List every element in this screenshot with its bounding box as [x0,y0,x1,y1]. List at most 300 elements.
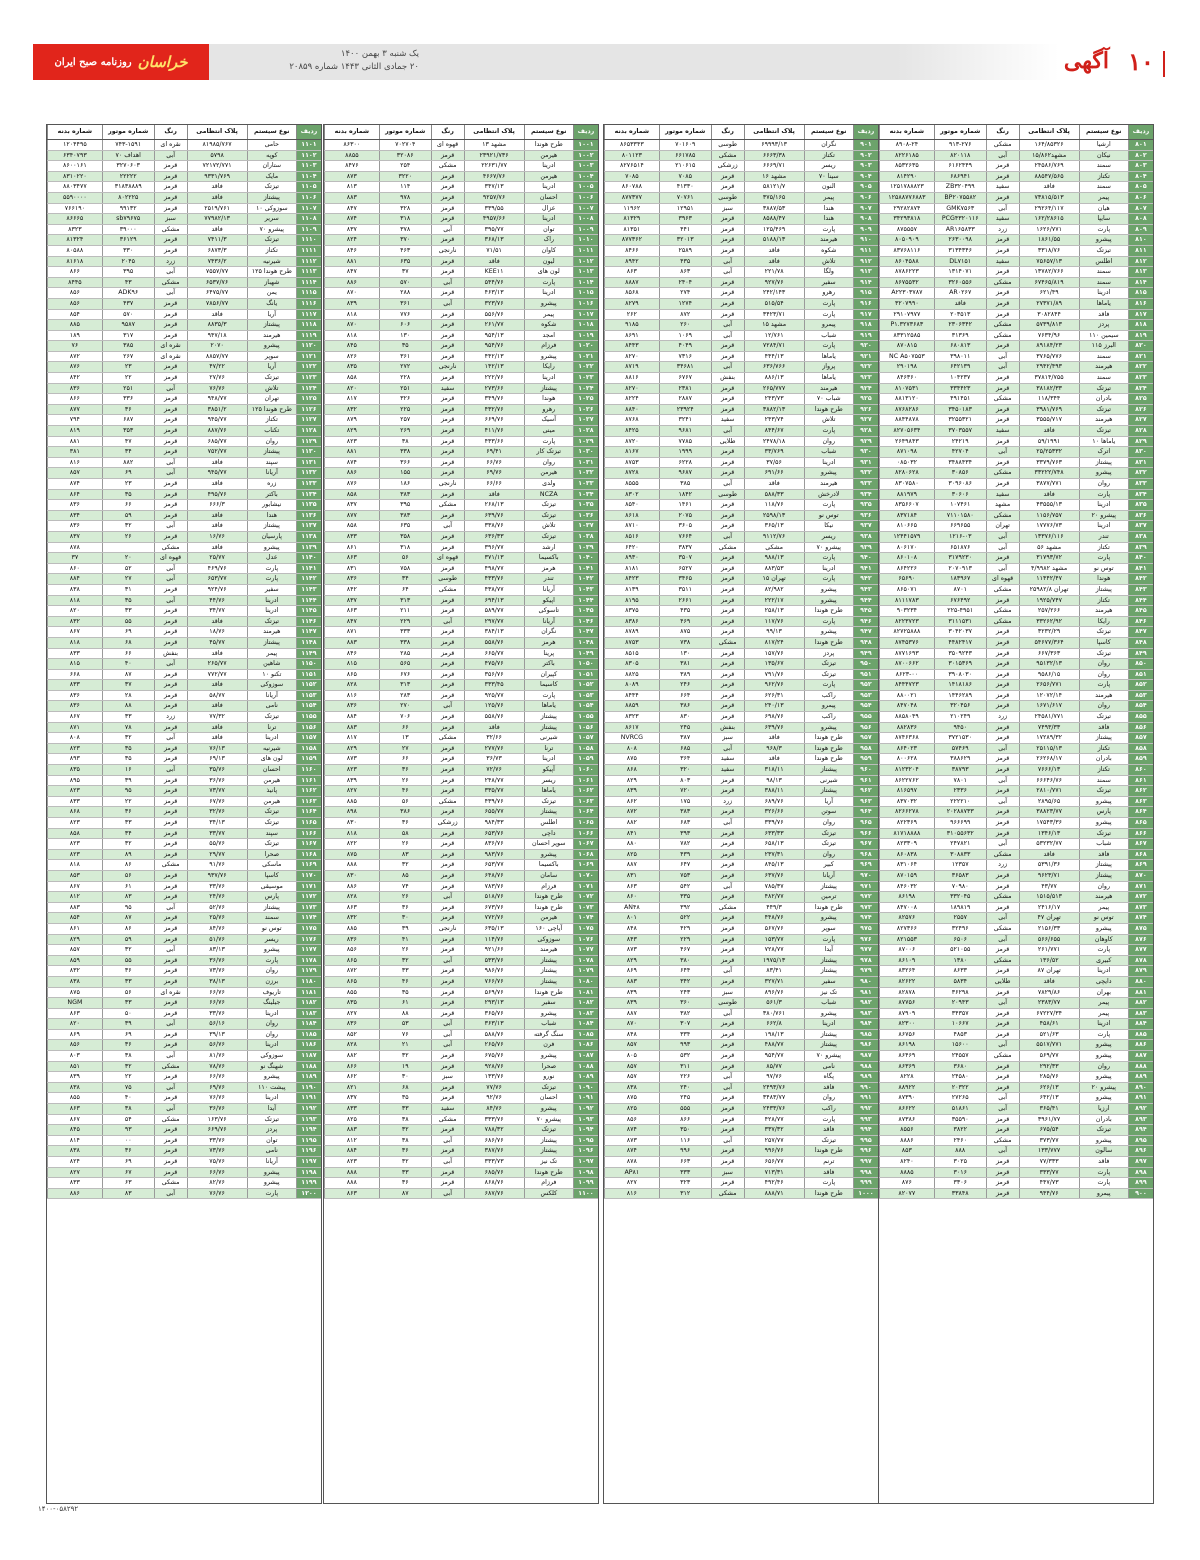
vehicle-type: تیزتک [1079,627,1128,638]
row-number: ۸۷۰ [1128,870,1153,881]
table-row [48,722,322,733]
chassis-number: ۸۰۳ [48,1051,103,1062]
chassis-number: ۸۵۷ [605,1072,660,1083]
row-number: ۱۱۲۹ [296,436,321,447]
table-row [605,1104,879,1115]
chassis-number: ۸۶۵ [325,976,380,987]
vehicle-type: پیشرو ۷۰ [804,542,853,553]
color: قرمز [711,383,744,394]
vehicle-type: احسان [247,765,296,776]
row-number: ۱۱۷۹ [296,966,321,977]
table-row [48,1114,322,1125]
color: قرمز [711,1125,744,1136]
chassis-number: ۸۸۴ [325,712,380,723]
table-row [605,436,879,447]
table-row [880,574,1154,585]
vehicle-type: هیرمند [1079,690,1128,701]
table-row [880,224,1154,235]
vehicle-type: یاماها ۱۰ [1079,436,1128,447]
table-row [880,1008,1154,1019]
table-row [880,754,1154,765]
table-row [48,807,322,818]
chassis-number: ۸۴۶۳۶۰ [880,373,935,384]
vehicle-type: کبیری [1079,955,1128,966]
engine-number: ۳۵۰۷ [659,553,711,564]
row-number: ۱۰۲۱ [573,351,598,362]
table-row [325,998,599,1009]
engine-number: ۳۴۶۸۱ [659,362,711,373]
row-number: ۱۱۸۱ [296,987,321,998]
chassis-number: ۸۳۷۵ [605,606,660,617]
chassis-number: ۸۶۲۲۷۶۲ [880,775,935,786]
table-row [48,1019,322,1030]
row-number: ۱۰۲۲ [573,362,598,373]
row-number: ۸۱۴ [1128,277,1153,288]
color: قرمز [431,351,464,362]
table-row [605,457,879,468]
license-plate: فاقد [187,224,247,235]
table-row [605,998,879,1009]
color: قرمز [986,309,1019,320]
engine-number: ۲۶۷ [102,351,154,362]
color: آبی [154,1104,187,1115]
license-plate: ۸۳۶/۷۶ [464,839,524,850]
table-row [48,1061,322,1072]
engine-number: ۳۶ [102,966,154,977]
row-number: ۱۲۰۰ [296,1188,321,1199]
vehicle-type: شکوه [804,245,853,256]
color: آبی [711,256,744,267]
color: قرمز [986,722,1019,733]
vehicle-type: فاقد [1079,1157,1128,1168]
table-row [48,383,322,394]
chassis-number: ۸۵۴۰ [605,500,660,511]
table-row [325,923,599,934]
chassis-number: ۸۱۶۵۹۷ [880,786,935,797]
newspaper-logo [33,44,209,80]
engine-number: ۴۶ [379,786,431,797]
chassis-number: ۸۶۰ [605,892,660,903]
color: مشکی [711,542,744,553]
engine-number: ۳۲۴۹۶ [934,923,986,934]
row-number: ۱۱۴۲ [296,574,321,585]
license-plate: فاقد [187,182,247,193]
chassis-number: ۸۵۵ [325,987,380,998]
row-number: ۱۰۸۷ [573,1051,598,1062]
chassis-number: ۸۳۶ [48,701,103,712]
license-plate: مشهد ۱۵ [744,320,804,331]
engine-number: ۱۲۱۶-۰۳ [934,531,986,542]
engine-number: ۲۷۰ [379,701,431,712]
chassis-number: ۸۱۸ [325,330,380,341]
engine-number: ۳۷ [102,680,154,691]
vehicle-type: هیرمن [524,468,573,479]
vehicle-type: نگران [804,140,853,151]
vehicle-type: برزن [247,976,296,987]
chassis-number: ۸۵۸ [325,373,380,384]
table-row [325,521,599,532]
vehicle-type: پیشرو [1079,1135,1128,1146]
license-plate: ۲۴۷۸/۱۸ [744,436,804,447]
chassis-number: ۸۶۷ [48,1114,103,1125]
vehicle-type: عدل [247,553,296,564]
table-row [325,531,599,542]
row-number: ۱۱۲۶ [296,404,321,415]
vehicle-type: هوندا [1079,574,1128,585]
engine-number: ۳۲۴۱ [659,415,711,426]
row-number: ۱۰۸۳ [573,1008,598,1019]
table-row [880,479,1154,490]
license-plate: ۵۶۶/۶۵۵ [1019,934,1079,945]
chassis-number: ۸۱۴۲۹۰ [880,171,935,182]
license-plate: ۸۸۳۵/۳ [187,320,247,331]
chassis-number: ۹۰۳۲۳۴ [880,606,935,617]
table-header-row [605,125,879,140]
table-row [605,341,879,352]
chassis-number: ۸۳۷۶۸۱۱۶ [880,245,935,256]
engine-number: ۸۷ [102,669,154,680]
color: قرمز [711,606,744,617]
table-row [880,1040,1154,1051]
chassis-number: ۸۳۶ [325,934,380,945]
table-row [48,934,322,945]
color: قرمز [154,807,187,818]
table-row [605,743,879,754]
chassis-number: ۸۳۳۱۲۵۸۵ [880,330,935,341]
chassis-number: ۸۳۷ [325,500,380,511]
chassis-number: ۶۳۴۰۷۹۳ [48,150,103,161]
chassis-number: ۸۲۳۰۰ [880,1019,935,1030]
vehicle-type: آسیک [524,415,573,426]
vehicle-type: پیشرو [804,913,853,924]
license-plate: ۵۲/۷۶ [187,902,247,913]
engine-number: ۳۸۷ [659,733,711,744]
row-number: ۱۰۷۳ [573,902,598,913]
color: سفید [431,383,464,394]
table-row [880,722,1154,733]
chassis-number: ۸۶۰۰۱۶۱ [48,161,103,172]
color: قرمز [154,754,187,765]
row-number: ۸۳۴ [1128,489,1153,500]
chassis-number: ۸۲۳۳۰۹ [880,839,935,850]
color: قرمز [154,786,187,797]
row-number: ۸۱۳ [1128,267,1153,278]
vehicle-type: نامی [804,1061,853,1072]
color: آبی [154,468,187,479]
chassis-number: ۸۳۹ [605,987,660,998]
engine-number: ۸۷۵ [659,627,711,638]
chassis-number: ۸۷۰۰۶ [880,945,935,956]
table-row [880,245,1154,256]
vehicle-type: جیلینگ [247,998,296,1009]
vehicle-type: پگاه [804,1072,853,1083]
color: قرمز [711,500,744,511]
engine-number: ۲۷ [379,743,431,754]
table-row [880,1146,1154,1157]
row-number: ۱۱۶۲ [296,786,321,797]
row-number: ۱۱۶۰ [296,765,321,776]
vehicle-type: امجد [524,330,573,341]
color: قرمز [154,606,187,617]
vehicle-table [879,125,1153,1199]
table-row [605,1125,879,1136]
color: قرمز [986,1008,1019,1019]
row-number: ۱۱۷۸ [296,955,321,966]
color: قرمز [986,786,1019,797]
color: قرمز [431,1146,464,1157]
color: آبی [986,934,1019,945]
engine-number: ۶۶۹۶۵۵ [934,521,986,532]
vehicle-type: صحرا [247,849,296,860]
table-row [48,1051,322,1062]
chassis-number: ۸۳۸ [48,1082,103,1093]
chassis-number: ۸۲۸۰۶۲۸ [880,468,935,479]
color: قرمز [431,489,464,500]
engine-number: ۱۲۳۵۷ [934,860,986,871]
table-row [605,659,879,670]
row-number: ۱۱۳۶ [296,510,321,521]
vehicle-type: روان [247,966,296,977]
color: قرمز [711,945,744,956]
chassis-number: ۸۶۱۷ [605,722,660,733]
row-number: ۹۲۴ [853,383,878,394]
license-plate: ۳۶/۷۶ [187,1104,247,1115]
row-number: ۸۸۶ [1128,1040,1153,1051]
license-plate: ۵۱/۷۶ [187,934,247,945]
engine-number: ۴۱۳۳۰ [659,182,711,193]
engine-number: ۲۶ [379,892,431,903]
table-row [48,267,322,278]
vehicle-type: پردز [247,1125,296,1136]
row-number: ۱۰۰۵ [573,182,598,193]
license-plate: ۳۳۸/۷۶ [464,521,524,532]
vehicle-type: طرح هوندا ۱۲۵ [247,404,296,415]
vehicle-type: پیشتاز [524,1146,573,1157]
row-number: ۱۰۷۲ [573,892,598,903]
vehicle-type: روان [1079,659,1128,670]
license-plate: ۱۷۷۷۶/۷۳ [1019,521,1079,532]
engine-number: ۳۳۲۰۴۵ [934,892,986,903]
table-row [325,320,599,331]
vehicle-type: توس نو [1079,563,1128,574]
chassis-number: ۲۶۲ [605,309,660,320]
engine-number: ۳۵۰۹۲۴۳ [934,648,986,659]
color: آبی [154,902,187,913]
license-plate: ۶۶۹/۷۶ [464,415,524,426]
engine-number: ۴۶۷ [659,945,711,956]
vehicle-type: تک نیز [524,1157,573,1168]
license-plate: ۳۳۳/۴۵ [464,680,524,691]
table-row [605,298,879,309]
color: قرمز [431,1125,464,1136]
engine-number: ۲۲۵ [379,404,431,415]
row-number: ۹۶۵ [853,818,878,829]
table-row [325,447,599,458]
license-plate: ۳۵۶/۷۶ [464,669,524,680]
table-row [48,1029,322,1040]
vehicle-type: صحرا [524,1061,573,1072]
row-number: ۱۰۱۱ [573,245,598,256]
license-plate: ۳۳۵/۷۷ [464,786,524,797]
row-number: ۸۹۸ [1128,1167,1153,1178]
license-plate: ۴۶۶۷/۷۶ [464,171,524,182]
color: آبی [986,447,1019,458]
vehicle-type: سفیر [524,998,573,1009]
table-row [605,849,879,860]
engine-number: ۳۵ [102,743,154,754]
table-row [325,775,599,786]
license-plate: ۶۸۵/۷۶ [464,1167,524,1178]
chassis-number: ۸۶۳۰۰ [325,140,380,151]
license-plate: ۵۶۷/۷۶ [744,923,804,934]
color: آبی [711,1082,744,1093]
row-number: ۱۱۸۰ [296,976,321,987]
table-row [605,955,879,966]
table-row [48,351,322,362]
row-number: ۸۶۶ [1128,828,1153,839]
vehicle-type: سپند [247,457,296,468]
color: قرمز [431,267,464,278]
color: آبی [711,479,744,490]
color: قرمز [986,881,1019,892]
license-plate: ۳۲۳/۷۶ [464,298,524,309]
license-plate: ۷۶۳۴/۹۶ [1019,330,1079,341]
color: قرمز [711,468,744,479]
row-number: ۱۱۲۸ [296,426,321,437]
row-number: ۱۰۰۲ [573,150,598,161]
chassis-number: ۸۰۸ [605,743,660,754]
vehicle-type: پارت [1079,945,1128,956]
table-row [325,690,599,701]
color: قرمز [154,616,187,627]
color: قرمز [986,754,1019,765]
table-row [605,637,879,648]
table-row [48,648,322,659]
row-number: ۸۲۲ [1128,362,1153,373]
row-number: ۱۰۷۰ [573,870,598,881]
license-plate: ۹۴۵/۷۷ [187,415,247,426]
row-number: ۹۵۰ [853,659,878,670]
table-row [605,627,879,638]
table-row [880,712,1154,723]
vehicle-type: مینی [524,426,573,437]
chassis-number: ۸۷۷۳۷۷ [605,192,660,203]
row-number: ۹۰۲ [853,150,878,161]
engine-number: ۴۰۴۹ [659,341,711,352]
chassis-number: ۸۸۱۹۷۹ [880,489,935,500]
engine-number: ۲۰۹۴۳ [934,998,986,1009]
color: قرمز [154,161,187,172]
engine-number: ۳۲ [379,1125,431,1136]
engine-number: ۱۳۰ [379,330,431,341]
vehicle-type: ادرینا [804,563,853,574]
license-plate: ۵۸۹/۷۷ [464,606,524,617]
table-row [325,563,599,574]
color: قرمز [154,722,187,733]
row-number: ۱۰۶۳ [573,796,598,807]
table-row [880,256,1154,267]
license-plate: ۹۵۱۳۲/۱۳ [1019,659,1079,670]
table-row [605,902,879,913]
row-number: ۸۰۹ [1128,224,1153,235]
license-plate: ۶۹/۷۶ [187,1082,247,1093]
chassis-number: ۸۲۷۲۵۸۸۸ [880,627,935,638]
license-plate: ۴۴۸/۷۶ [744,913,804,924]
color: قرمز [711,807,744,818]
chassis-number: ۸۳۶ [48,690,103,701]
engine-number: ۱۸۴۲ [659,489,711,500]
engine-number: ۳۴۸۸۴۳۴ [934,457,986,468]
vehicle-type: هیرمن [247,775,296,786]
license-plate: ۷۶۶/۷۶ [464,976,524,987]
row-number: ۹۱۰ [853,235,878,246]
vehicle-type: پیشرو [1079,1051,1128,1062]
color: آبی [154,945,187,956]
engine-number: ۳۰۲۵ [934,1157,986,1168]
vehicle-type: پرینا [524,648,573,659]
license-plate: ۲۶۵/۷۶ [464,1040,524,1051]
vehicle-type: سیمین ۱۱۰ [1079,330,1128,341]
table-row [48,500,322,511]
engine-number: ۲۶ [102,531,154,542]
engine-number: ۱۵۵ [379,468,431,479]
row-number: ۱۱۴۳ [296,584,321,595]
row-number: ۱۰۰۴ [573,171,598,182]
table-row [605,775,879,786]
row-number: ۱۱۳۴ [296,489,321,500]
color: قرمز [154,171,187,182]
engine-number: ۳۶۰۵ [659,521,711,532]
vehicle-type: سمند [1079,267,1128,278]
license-plate: ۳۸۸۲/۱۳ [744,404,804,415]
vehicle-type: هیرمن [524,150,573,161]
color: قرمز [711,224,744,235]
chassis-number: ۸۸۴ [325,1146,380,1157]
color: قرمز [711,839,744,850]
color: مشکی [154,860,187,871]
row-number: ۹۱۸ [853,320,878,331]
engine-number: ۳۳۴ [659,1029,711,1040]
color: قرمز [986,479,1019,490]
vehicle-type: هرمز [524,637,573,648]
license-plate: ۱۳۴۶/۱۳ [1019,828,1079,839]
vehicle-type: اطلس [1079,256,1128,267]
row-number: ۱۱۹۱ [296,1093,321,1104]
column-header: رنگ [986,125,1019,140]
license-plate: ۵۶/۱۶ [187,1019,247,1030]
license-plate: ۹۲/۷۶ [464,1093,524,1104]
color: مشکی [154,1178,187,1189]
color: زرد [711,796,744,807]
row-number: ۹۷۹ [853,966,878,977]
section-title: آگهی [1063,48,1109,74]
license-plate: ۶۸۶/۷۶ [464,1135,524,1146]
license-plate: ۹۷/۷۶ [744,1072,804,1083]
vehicle-type: ارزیا [1079,1104,1128,1115]
row-number: ۱۱۴۰ [296,553,321,564]
color: قرمز [711,680,744,691]
table-row [325,659,599,670]
vehicle-type: سوزوکی [524,934,573,945]
color: قرمز [711,923,744,934]
chassis-number: ۳۷ [48,553,103,564]
license-plate: ۳۹۶/۷۷ [464,542,524,553]
vehicle-type: توان [247,1135,296,1146]
vehicle-type: پیشرو [804,468,853,479]
license-plate: فاقد [744,256,804,267]
row-number: ۱۰۲۹ [573,436,598,447]
row-number: ۱۰۴۸ [573,637,598,648]
